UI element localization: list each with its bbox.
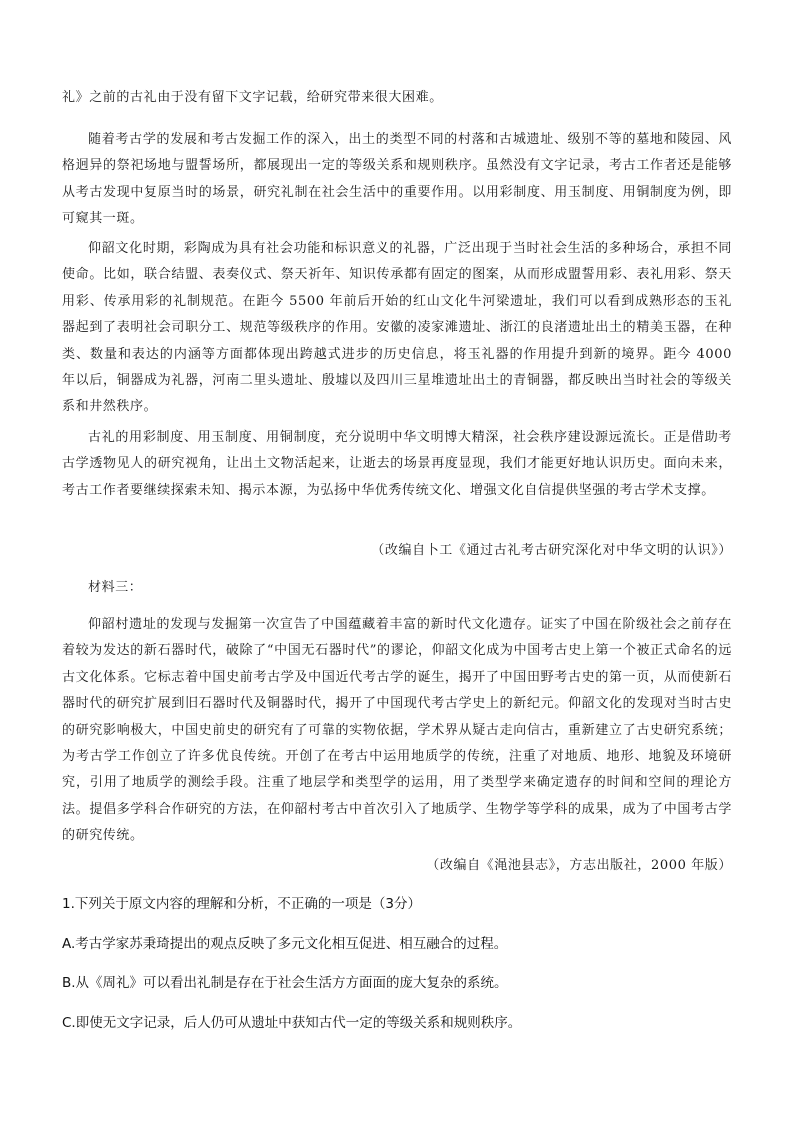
option-c: C.即使无文字记录，后人仍可从遗址中获知古代一定的等级关系和规则秩序。 bbox=[62, 1015, 522, 1031]
paragraph-continuation: 礼》之前的古礼由于没有留下文字记载，给研究带来很大困难。 bbox=[62, 90, 443, 105]
option-b: B.从《周礼》可以看出礼制是存在于社会生活方方面面的庞大复杂的系统。 bbox=[62, 975, 508, 991]
material-three-label: 材料三： bbox=[88, 580, 143, 595]
paragraph-conclusion: 古礼的用彩制度、用玉制度、用铜制度，充分说明中华文明博大精深，社会秩序建设源远流长。正是借助考古学透物见人的研究视角，让出土文物活起来，让逝去的场景再度显现，我们才能更好地认识历史。面向未来，考古工作者要继续探索未知、揭示本源，为弘扬中华优秀传统文化、增强文化自信提供坚强的考古学术支撑。 bbox=[62, 430, 732, 498]
question-stem: 1.下列关于原文内容的理解和分析，不正确的一项是（3分） bbox=[62, 896, 421, 912]
source-citation-2: （改编自《渑池县志》，方志出版社，2000 年版） bbox=[426, 858, 732, 873]
paragraph-ritual-archaeology: 随着考古学的发展和考古发掘工作的深入，出土的类型不同的村落和古城遗址、级别不等的墓地和陵园、风格迥异的祭祀场地与盟誓场所，都展现出一定的等级关系和规则秩序。虽然没有文字记录，考古工作者还是能够从考古发现中复原当时的场景，研究礼制在社会生活中的重要作用。以用彩制度、用玉制度、用铜制度为例，即可窥其一斑。 bbox=[62, 132, 732, 227]
source-citation-1: （改编自卜工《通过古礼考古研究深化对中华文明的认识》） bbox=[371, 543, 732, 558]
paragraph-yangshao-village: 仰韶村遗址的发现与发掘第一次宣告了中国蕴藏着丰富的新时代文化遗存。证实了中国在阶级社会之前存在着较为发达的新石器时代，破除了“中国无石器时代”的谬论，仰韶文化成为中国考古史上第一个被正式命名的远古文化体系。它标志着中国史前考古学及中国近代考古学的诞生，揭开了中国田野考古史的第一页，从而使新石器时代的研究扩展到旧石器时代及铜器时代，揭开了中国现代考古学史上的新纪元。仰韶文化的发现对当时古史的研究影响极大，中国史前史的研究有了可靠的实物依据，学术界从疑古走向信古，重新建立了古史研究系统；为考古学工作创立了许多优良传统。开创了在考古中运用地质学的传统，注重了对地质、地形、地貌及环境研究，引用了地质学的测绘手段。注重了地层学和类型学的运用，用了类型学来确定遗存的时间和空间的理论方法。提倡多学科合作研究的方法，在仰韶村考古中首次引入了地质学、生物学等学科的成果，成为了中国考古学的研究传统。 bbox=[62, 617, 732, 844]
option-a: A.考古学家苏秉琦提出的观点反映了多元文化相互促进、相互融合的过程。 bbox=[62, 936, 508, 952]
paragraph-yangshao-ritual-objects: 仰韶文化时期，彩陶成为具有社会功能和标识意义的礼器，广泛出现于当时社会生活的多种场合，承担不同使命。比如，联合结盟、表奏仪式、祭天祈年、知识传承都有固定的图案，从而形成盟誓用彩、表礼用彩、祭天用彩、传承用彩的礼制规范。在距今 5500 年前后开始的红山文化牛河梁遗址，我们可以看到成熟形态的玉礼器起到了表明社会司职分工、规范等级秩序的作用。安徽的凌家滩遗址、浙江的良渚遗址出土的精美玉器，在种类、数量和表达的内涵等方面都体现出跨越式进步的历史信息，将玉礼器的作用提升到新的境界。距今 4000 年以后，铜器成为礼器，河南二里头遗址、殷墟以及四川三星堆遗址出土的青铜器，都反映出当时社会的等级关系和井然秩序。 bbox=[62, 241, 732, 415]
